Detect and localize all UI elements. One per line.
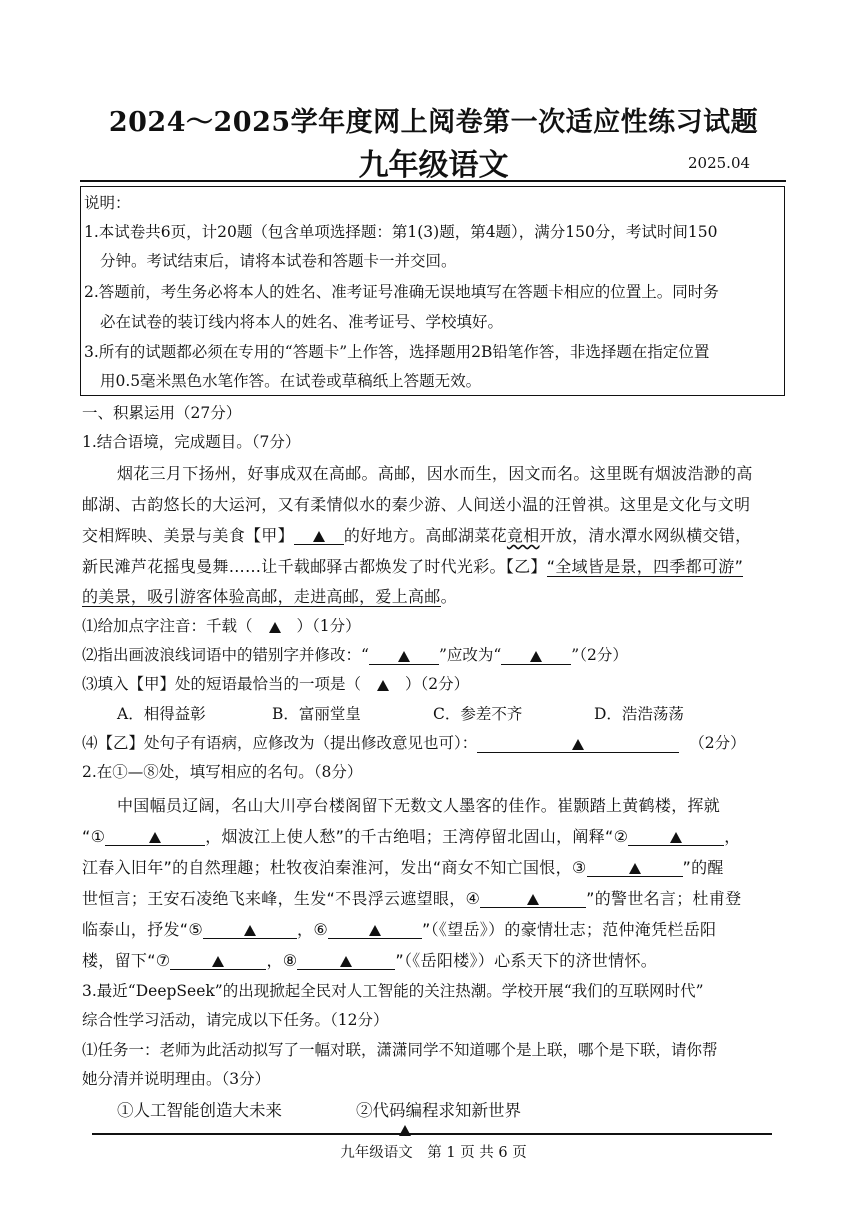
header-rule <box>80 180 786 182</box>
exam-date: 2025.04 <box>688 154 751 172</box>
instructions-heading: 说明： <box>84 194 131 212</box>
q2-heading: 2.在①—⑧处，填写相应的名句。（8分） <box>82 763 363 781</box>
q2-passage-line <box>82 855 724 878</box>
q1-sub2 <box>82 643 628 665</box>
q1-passage-line: 邮湖、古韵悠长的大运河，又有柔情似水的秦少游、人间送小温的汪曾祺。这里是文化与文明 <box>82 495 751 514</box>
underlined-sentence: “全域皆是景，四季都可游” <box>546 557 744 576</box>
q2-passage-line <box>82 917 716 940</box>
instruction-3a: 3.所有的试题都必须在专用的“答题卡”上作答，选择题用2B铅笔作答，非选择题在指定位置 <box>84 343 710 361</box>
q1-sub2-points: ”（2分） <box>571 646 628 664</box>
passage-text: “① <box>82 827 106 846</box>
passage-text: 开放，清水潭水网纵横交错， <box>539 526 752 545</box>
passage-text: ”的醒 <box>682 858 724 877</box>
q3-task1-line: ⑴任务一：老师为此活动拟写了一幅对联，潇潇同学不知道哪个是上联，哪个是下联，请你帮 <box>82 1041 718 1059</box>
triangle-icon <box>269 622 281 633</box>
instruction-1a: 1.本试卷共6页，计20题（包含单项选择题：第1(3)题，第4题），满分150分，考试时间150 <box>84 223 718 241</box>
passage-text: ”（《望岳》）的豪情壮志；范仲淹凭栏岳阳 <box>422 920 717 939</box>
option-c[interactable]: C．参差不齐 <box>433 705 523 723</box>
triangle-icon <box>670 832 682 843</box>
q1-sub2-text: ”应改为“ <box>438 646 502 664</box>
answer-blank-zhuyin[interactable] <box>253 617 297 635</box>
option-a[interactable]: A．相得益彰 <box>117 705 206 723</box>
passage-text: 世恒言；王安石凌绝飞来峰，生发“不畏浮云遮望眼，④ <box>82 889 481 908</box>
triangle-icon <box>530 651 542 662</box>
instruction-2b: 必在试卷的装订线内将本人的姓名、准考证号、学校填好。 <box>100 313 504 331</box>
q1-passage-line <box>82 554 743 577</box>
q1-sub1-points: ）（1分） <box>296 617 361 635</box>
q2-passage-line <box>82 824 741 847</box>
answer-blank-2[interactable] <box>628 827 724 846</box>
q1-sub2-text: ⑵指出画波浪线词语中的错别字并修改：“ <box>82 646 369 664</box>
answer-blank-choice[interactable] <box>361 675 405 693</box>
q2-passage-line <box>82 886 741 909</box>
q1-sub4-text: ⑷【乙】处句子有语病，应修改为（提出修改意见也可）： <box>82 734 478 752</box>
passage-text: ，⑥ <box>297 920 328 939</box>
passage-text: ，烟波江上使人愁”的千古绝唱；王湾停留北固山，阐释“② <box>205 827 629 846</box>
q1-passage-line: 烟花三月下扬州，好事成双在高邮。高邮，因水而生，因文而名。这里既有烟波浩渺的高 <box>117 464 753 483</box>
passage-text: 交相辉映、美景与美食【甲】 <box>82 526 294 545</box>
q3-line: 3.最近“DeepSeek”的出现掀起全民对人工智能的关注热潮。学校开展“我们的互联网时代” <box>82 982 704 1000</box>
q1-sub1 <box>82 614 361 636</box>
instruction-3b: 用0.5毫米黑色水笔作答。在试卷或草稿纸上答题无效。 <box>100 372 482 390</box>
passage-text: ， <box>724 827 741 846</box>
q3-line: 综合性学习活动，请完成以下任务。（12分） <box>82 1011 389 1029</box>
triangle-icon <box>572 739 584 750</box>
answer-blank-5[interactable] <box>203 920 297 939</box>
instruction-2a: 2.答题前，考生务必将本人的姓名、准考证号准确无误地填写在答题卡相应的位置上。同时务 <box>84 283 719 301</box>
answer-blank-wrong-char[interactable] <box>369 646 439 665</box>
q2-passage-line <box>82 948 657 971</box>
passage-text: 的好地方。高邮湖菜花 <box>343 526 507 545</box>
underlined-sentence: 的美景，吸引游客体验高邮，走进高邮，爱上高邮 <box>82 587 441 606</box>
triangle-icon <box>313 531 325 542</box>
q1-sub3-points: ）（2分） <box>405 675 470 693</box>
triangle-icon <box>527 894 539 905</box>
answer-blank-1[interactable] <box>105 827 205 846</box>
triangle-icon <box>377 680 389 691</box>
q1-sub3-text: ⑶填入【甲】处的短语最恰当的一项是（ <box>82 675 362 693</box>
exam-title: 2024～2025学年度网上阅卷第一次适应性练习试题 <box>108 107 759 138</box>
answer-blank-correct-char[interactable] <box>501 646 571 665</box>
q1-sub4 <box>82 731 746 753</box>
footer-rule <box>92 1133 772 1135</box>
wavy-underlined-word: 竟相 <box>506 526 540 545</box>
instruction-1b: 分钟。考试结束后，请将本试卷和答题卡一并交回。 <box>100 252 457 270</box>
q1-passage-line <box>82 584 457 607</box>
couplet-1: ①人工智能创造大未来 <box>117 1101 282 1120</box>
triangle-icon <box>399 1120 411 1139</box>
passage-text: 临泰山，抒发“⑤ <box>82 920 204 939</box>
option-b[interactable]: B．富丽堂皇 <box>272 705 361 723</box>
page-footer: 九年级语文 第 1 页 共 6 页 <box>340 1145 527 1161</box>
triangle-icon <box>369 925 381 936</box>
triangle-icon <box>629 863 641 874</box>
answer-blank-6[interactable] <box>328 920 422 939</box>
answer-blank-3[interactable] <box>587 858 683 877</box>
q1-sub1-text: ⑴给加点字注音：千载（ <box>82 617 253 635</box>
couplet-2: ②代码编程求知新世界 <box>356 1101 521 1120</box>
triangle-icon <box>398 651 410 662</box>
triangle-icon <box>212 956 224 967</box>
triangle-icon <box>149 832 161 843</box>
q2-passage-line: 中国幅员辽阔，名山大川亭台楼阁留下无数文人墨客的佳作。崔颢踏上黄鹤楼，挥就 <box>117 796 721 815</box>
subject-title: 九年级语文 <box>358 148 509 183</box>
passage-text: 楼，留下“⑦ <box>82 951 171 970</box>
answer-blank-4[interactable] <box>480 889 586 908</box>
passage-text: ”（《岳阳楼》）心系天下的济世情怀。 <box>395 951 658 970</box>
passage-text: 江春入旧年”的自然理趣；杜牧夜泊秦淮河，发出“商女不知亡国恨，③ <box>82 858 587 877</box>
q1-sub4-points: （2分） <box>689 734 746 752</box>
q1-sub3 <box>82 672 469 694</box>
triangle-icon <box>244 925 256 936</box>
q1-heading: 1.结合语境，完成题目。（7分） <box>82 433 301 451</box>
answer-blank-7[interactable] <box>170 951 266 970</box>
passage-text: 新民滩芦花摇曳曼舞……让千载邮驿古都焕发了时代光彩。【乙】 <box>82 557 547 576</box>
answer-blank-8[interactable] <box>297 951 395 970</box>
passage-text: ，⑧ <box>266 951 298 970</box>
triangle-icon <box>340 956 352 967</box>
section-heading: 一、积累运用（27分） <box>82 404 242 422</box>
q3-task1-line: 她分清并说明理由。（3分） <box>82 1070 271 1088</box>
q1-passage-line <box>82 523 751 546</box>
answer-blank-revision[interactable] <box>477 734 679 753</box>
option-d[interactable]: D．浩浩荡荡 <box>594 705 684 723</box>
passage-text: ”的警世名言；杜甫登 <box>586 889 742 908</box>
passage-text: 。 <box>440 587 457 606</box>
answer-blank-jia[interactable] <box>294 526 344 545</box>
